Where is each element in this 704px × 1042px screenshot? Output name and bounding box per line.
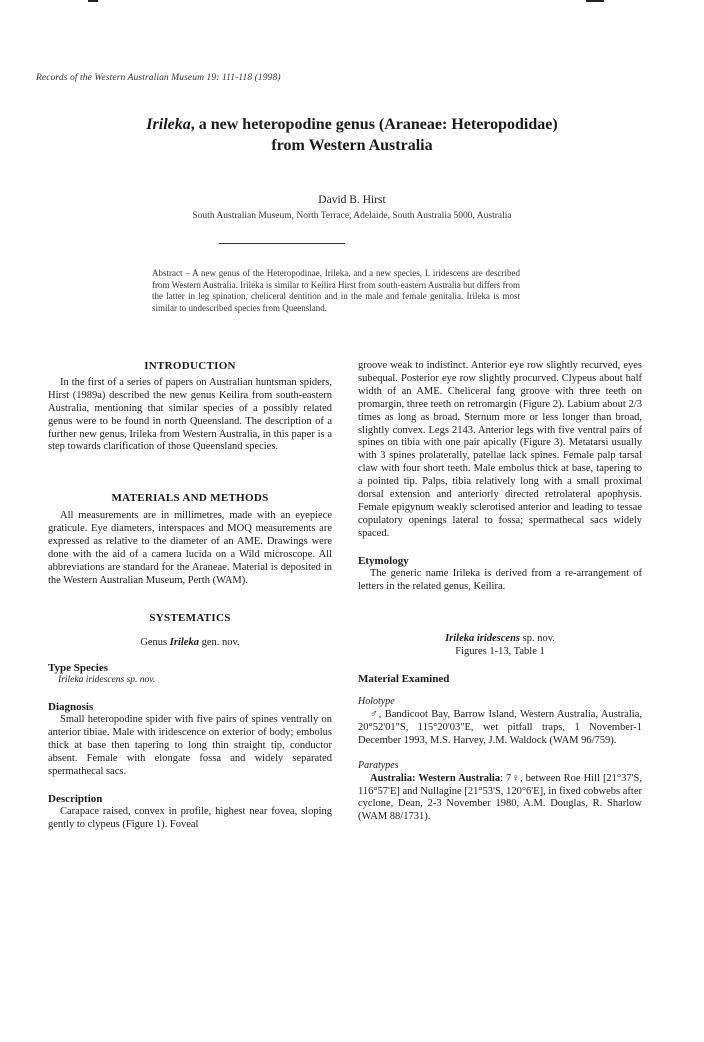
- title-genus: Irileka: [146, 116, 191, 133]
- left-column: [48, 360, 332, 831]
- systematics-heading: SYSTEMATICS: [149, 611, 231, 624]
- species-figure-refs: Figures 1-13, Table 1: [455, 646, 545, 658]
- right-column: [358, 360, 642, 824]
- introduction-heading: INTRODUCTION: [144, 360, 236, 372]
- genus-line: [48, 637, 332, 650]
- diagnosis-heading: Diagnosis: [48, 701, 94, 714]
- crop-mark: [88, 0, 98, 2]
- type-species-heading: Type Species: [48, 661, 108, 674]
- genus-name: Irileka: [169, 636, 199, 648]
- crop-mark: [586, 0, 604, 2]
- author-affiliation: South Australian Museum, North Terrace, Adelaide, South Australia 5000, Australia: [192, 211, 512, 221]
- title-rest: , a new heteropodine genus (Araneae: Heteropodidae): [190, 116, 558, 133]
- abstract-text: – A new genus of the Heteropodinae, Irileka, and a new species, I. iridescens are described from Western Australia. Irileka is similar to Keilira Hirst from south-eastern Australia but differs from the latter in leg spination, cheliceral dentition and in the male and female genitalia. Irileka is most similar to undescribed species from Queensland.: [152, 268, 520, 313]
- genus-suffix: gen. nov.: [198, 636, 240, 648]
- introduction-text: In the first of a series of papers on Australian huntsman spiders, Hirst (1989a) described the new genus Keilira from south-eastern Australia, mentioning that similar species of a possibly related genus were to be found in north Queensland. The description of a further new genus, Irileka from Western Australia, in this paper is a step towards clarification of those Queensland species.: [48, 376, 332, 453]
- author-name: David B. Hirst: [318, 194, 386, 206]
- type-species-text: Irileka iridescens sp. nov.: [58, 675, 156, 686]
- material-heading: Material Examined: [358, 673, 450, 686]
- methods-heading: MATERIALS AND METHODS: [111, 492, 269, 505]
- abstract: [152, 268, 520, 314]
- paratypes-text: [358, 773, 642, 825]
- diagnosis-text: Small heteropodine spider with five pairs of spines ventrally on anterior tibiae. Male with iridescence on exterior of body; embolus thick at base then tapering to long thin straight tip, conductor absent. Female with elongate fossa and widely separated spermathecal sacs.: [48, 714, 332, 777]
- description-continued: groove weak to indistinct. Anterior eye row slightly recurved, eyes subequal. Posterior eye row slightly procurved. Clypeus about half width of an AME. Cheliceral fang groove with three teeth on promargin, three teeth on retromargin (Figure 2). Labium about 2/3 times as long as broad. Sternum more or less longer than broad, slightly convex. Legs 2143. Anterior legs with five ventral pairs of spines on tibia with one pair apically (Figure 3). Metatarsi usually with 3 spines prolaterally, patellae lack spines. Female palp tarsal claw with four short teeth. Male embolus thick at base, tapering to a pointed tip. Palps, tibia relatively long with a small proximal dorsal extension and anteriorly directed retrolateral apophysis. Female epigynum weakly sclerotised anterior and leading to tessae copulatory openings lateral to fossa; spermathecal sacs widely spaced.: [358, 360, 642, 539]
- paratypes-locality: Australia: Western Australia: [370, 772, 501, 784]
- holotype-label: Holotype: [358, 696, 395, 708]
- title-line2: from Western Australia: [271, 137, 433, 154]
- methods-text: All measurements are in millimetres, made with an eyepiece graticule. Eye diameters, interspaces and MOQ measurements are expressed as relative to the diameter of an AME. Drawings were done with the aid of a camera lucida on a Wild microscope. All abbreviations are standard for the Araneae. Material is deposited in the Western Australian Museum, Perth (WAM).: [48, 510, 332, 586]
- journal-citation: Records of the Western Australian Museum 19: 111-118 (1998): [36, 73, 281, 83]
- description-text: Carapace raised, convex in profile, highest near fovea, sloping gently to clypeus (Figure 1). Foveal: [48, 805, 332, 830]
- paper-title: [60, 114, 644, 156]
- abstract-label: Abstract: [152, 268, 183, 278]
- paratypes-label: Paratypes: [358, 759, 399, 771]
- genus-prefix: Genus: [140, 636, 170, 648]
- description-heading: Description: [48, 792, 103, 805]
- paratypes-details: : 7♀, between Roe Hill [21°37'S, 116°57'E] and Nullagine [21°53'S, 120°6'E], in fixed cobwebs after cyclone, Dean, 2-3 November 1980, A.M. Douglas, R. Sharlow (WAM 88/1731).: [358, 772, 642, 823]
- species-heading: [358, 633, 642, 646]
- species-name: Irileka iridescens: [445, 633, 521, 645]
- holotype-text: ♂, Bandicoot Bay, Barrow Island, Western Australia, Australia, 20°52'01"S, 115°20'03"E, wet pitfall traps, 1 November-1 December 1993, M.S. Harvey, J.M. Waldock (WAM 96/759).: [358, 709, 642, 746]
- species-suffix: sp. nov.: [520, 633, 555, 645]
- title-divider: [219, 243, 345, 244]
- etymology-heading: Etymology: [358, 554, 409, 567]
- etymology-text: The generic name Irileka is derived from a re-arrangement of letters in the related genus, Keilira.: [358, 567, 642, 592]
